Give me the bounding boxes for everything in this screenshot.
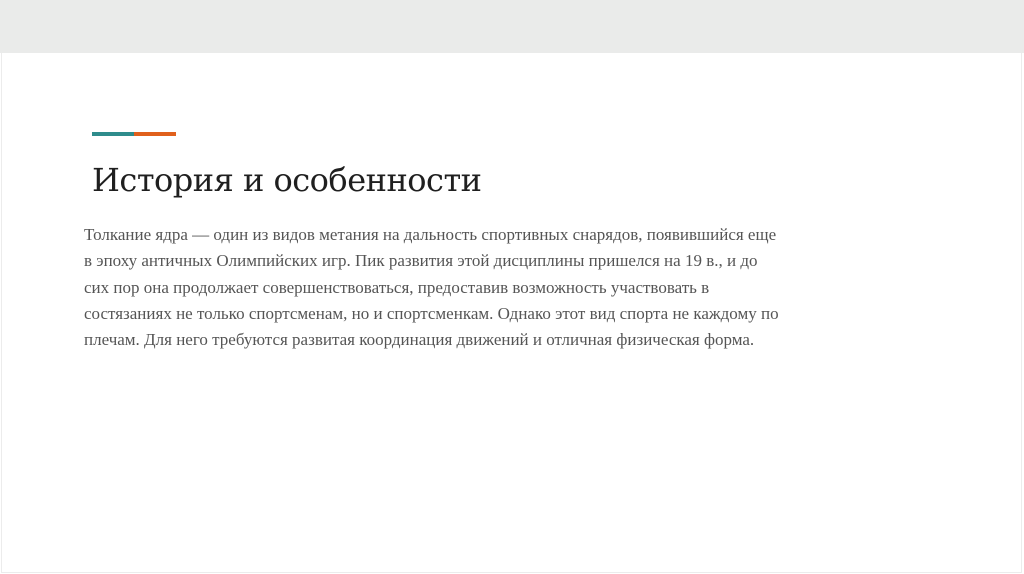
body-line: сих пор она продолжает совершенствоваться, предоставив возможность участвовать в (84, 277, 710, 297)
slide-body-text (84, 222, 934, 353)
body-line: Толкание ядра — один из видов метания на дальность спортивных снарядов, появившийся еще (84, 225, 777, 244)
body-line: плечам. Для него требуются развитая координация движений и отличная физическая форма. (84, 330, 755, 350)
body-line: состязаниях не только спортсменам, но и спортсменкам. Однако этот вид спорта не каждому по (84, 303, 779, 323)
body-line: в эпоху античных Олимпийских игр. Пик развития этой дисциплины пришелся на 19 в., и до (84, 251, 758, 271)
slide-title: История и особенности (92, 161, 482, 199)
accent-teal-segment (92, 132, 134, 136)
viewer-top-band (0, 0, 1024, 53)
title-accent-bar (92, 132, 176, 136)
accent-orange-segment (134, 132, 176, 136)
